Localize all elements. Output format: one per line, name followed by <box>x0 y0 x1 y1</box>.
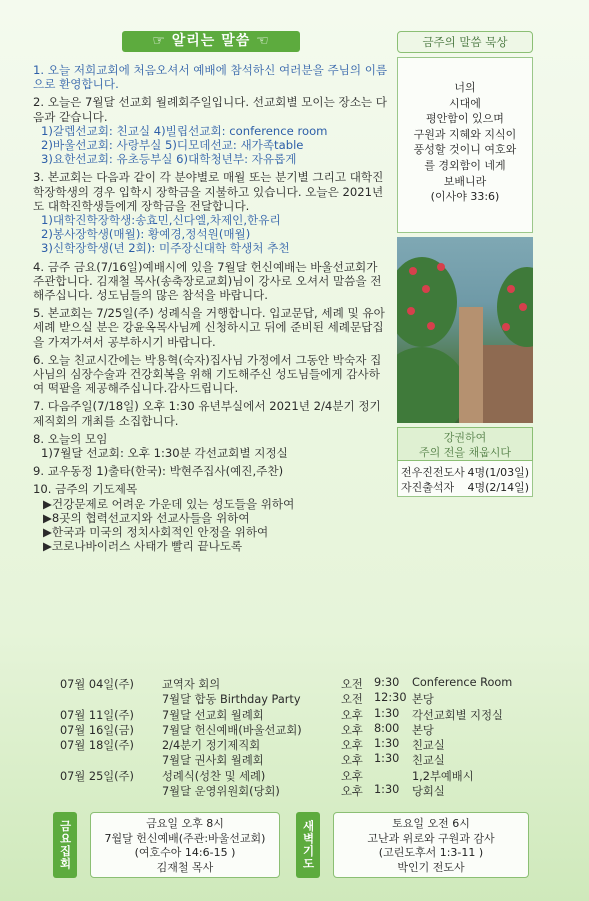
schedule-ampm: 오전 <box>341 678 363 691</box>
notice-item <box>33 170 391 255</box>
notice-text: 4. 금주 금요(7/16일)예배시에 있을 7월달 헌신예배는 바울선교회가 주관합니다. 김재철 목사(송축장로교회)님이 강사로 오셔서 말씀을 전해주십니다. 성도님들의 많은 참석을 바랍니다. <box>33 259 382 303</box>
schedule-ampm: 오후 <box>341 708 363 722</box>
verse-line: 평안함이 있으며 <box>426 112 504 126</box>
prayer-topic: ▶건강문제로 어려운 가운데 있는 성도들을 위하여 <box>43 496 295 511</box>
prayer-topic: ▶한국과 미국의 정치사회적인 안정을 위하여 <box>43 525 269 540</box>
prayer-request-list <box>397 461 533 497</box>
schedule-time: 8:00 <box>374 721 400 735</box>
notice-item <box>33 95 391 166</box>
friday-line: 김재철 목사 <box>156 860 214 874</box>
friday-label: 금요집회 <box>53 812 77 878</box>
schedule-place: 1,2부예배시 <box>412 769 474 783</box>
schedule-ampm: 오전 <box>341 693 363 707</box>
schedule-place: 본당 <box>412 723 434 737</box>
notice-item <box>33 63 391 91</box>
friday-box <box>90 812 280 878</box>
prayer-topic: ▶코로나바이러스 사태가 빨리 끝나도록 <box>43 539 243 554</box>
schedule-date: 07월 18일(주) <box>60 739 134 753</box>
schedule-row <box>40 676 530 691</box>
prayer-request-header <box>397 427 533 461</box>
notice-item <box>33 399 391 427</box>
prayer-request-header-line: 강권하여 <box>443 431 487 444</box>
schedule-event: 2/4분기 정기제직회 <box>162 739 261 753</box>
verse-line: (이사야 33:6) <box>430 190 500 204</box>
notice-text: 7. 다음주일(7/18일) 오후 1:30 유년부실에서 2021년 2/4분기 정기제직회의 개최를 소집합니다. <box>33 399 381 428</box>
prayer-request-count: 4명(1/03일) <box>467 466 529 479</box>
schedule-row <box>40 722 530 737</box>
meditation-verse <box>397 57 533 233</box>
dawn-line: (고린도후서 1:3-11 ) <box>378 846 484 859</box>
notice-text: 1. 오늘 저희교회에 처음오셔서 예배에 참석하신 여러분을 주님의 이름으로 환영합니다. <box>33 63 388 92</box>
schedule-place: 친교실 <box>412 739 445 753</box>
schedule-place: Conference Room <box>412 676 513 689</box>
prayer-request-count: 4명(2/14일) <box>467 481 529 494</box>
notice-text: 5. 본교회는 7/25일(주) 성례식을 거행합니다. 입교문답, 세례 및 유아세례 받으실 분은 강윤옥목사님께 신청하시고 뒤에 준비된 세례문답집을 가져가셔서 공부하시기 바랍니다. <box>33 306 385 349</box>
schedule-event: 7월달 헌신예배(바울선교회) <box>162 723 302 737</box>
schedule-event: 성례식(성찬 및 세례) <box>162 769 266 783</box>
notice-item <box>33 432 391 460</box>
schedule-ampm: 오후 <box>341 754 363 768</box>
dawn-section <box>296 812 541 878</box>
friday-section <box>53 812 293 878</box>
dawn-line: 고난과 위로와 구원과 감사 <box>367 831 495 845</box>
notice-text: 8. 오늘의 모임 <box>33 431 108 446</box>
schedule-time: 1:30 <box>374 752 400 766</box>
verse-line: 너의 <box>454 81 476 94</box>
friday-line: 7월달 헌신예배(주관:바울선교회) <box>104 831 266 845</box>
dawn-label: 새벽기도 <box>296 812 320 878</box>
schedule-date: 07월 16일(금) <box>60 723 134 737</box>
schedule-ampm: 오후 <box>341 723 363 737</box>
notice-item <box>33 464 391 478</box>
verse-line: 구원과 지혜와 지식이 <box>413 127 517 141</box>
notice-text: 10. 금주의 기도제목 <box>33 482 138 497</box>
meditation-header: 금주의 말씀 묵상 <box>397 31 533 53</box>
schedule-table <box>40 676 530 798</box>
schedule-date: 07월 25일(주) <box>60 769 134 783</box>
schedule-place: 본당 <box>412 693 434 707</box>
schedule-time: 1:30 <box>374 706 400 720</box>
friday-line: 금요일 오후 8시 <box>146 817 224 830</box>
church-photo <box>397 237 533 423</box>
notice-sub-item: 1)갈렙선교회: 친교실 4)빌립선교회: conference room <box>41 123 328 138</box>
schedule-row <box>40 768 530 783</box>
schedule-row <box>40 707 530 722</box>
schedule-row <box>40 783 530 798</box>
notice-sub-item: 3)신학장학생(년 2회): 미주장신대학 학생처 추천 <box>41 241 290 256</box>
prayer-topic: ▶8곳의 협력선교지와 선교사들을 위하여 <box>43 510 250 525</box>
schedule-ampm: 오후 <box>341 785 363 799</box>
prayer-request-name: 자진출석자 <box>401 481 455 494</box>
schedule-event: 7월달 선교회 월례회 <box>162 708 264 722</box>
verse-line: 풍성할 것이니 여호와 <box>413 143 517 157</box>
schedule-event: 7월달 권사회 월례회 <box>162 754 264 768</box>
verse-line: 보배니라 <box>443 174 487 188</box>
schedule-row <box>40 752 530 767</box>
notice-sub-item: 3)요한선교회: 유초등부실 6)대학청년부: 자유롭게 <box>41 152 297 167</box>
notice-sub-item: 1)7월달 선교회: 오후 1:30분 각선교회별 지정실 <box>41 446 288 461</box>
notice-item <box>33 306 391 349</box>
schedule-date: 07월 04일(주) <box>60 678 134 691</box>
prayer-request-row <box>401 480 529 495</box>
schedule-place: 각선교회별 지정실 <box>412 708 503 722</box>
schedule-time: 12:30 <box>374 691 407 705</box>
schedule-event: 교역자 회의 <box>162 678 221 691</box>
notice-sub-item: 2)바울선교회: 사랑부실 5)디모데선교: 새가족table <box>41 138 304 153</box>
schedule-event: 7월달 합동 Birthday Party <box>162 693 301 707</box>
notice-text: 2. 오늘은 7월달 선교회 월례회주일입니다. 선교회별 모이는 장소는 다음과 같습니다. <box>33 95 387 124</box>
notice-item <box>33 482 391 553</box>
notice-item <box>33 260 391 303</box>
notice-item <box>33 353 391 396</box>
right-column <box>397 31 533 497</box>
notice-sub-item: 1)대학진학장학생:송효민,신다엘,차제인,한유리 <box>41 213 281 228</box>
notice-text: 6. 오늘 친교시간에는 박용혁(숙자)집사님 가정에서 그동안 박숙자 집사님의 심장수술과 건강회복을 위해 기도해주신 성도님들에게 감사하여 떡팥을 제공해주십니다.감사드립니다. <box>33 352 382 396</box>
schedule-row <box>40 737 530 752</box>
prayer-request-name: 전우진전도사 <box>401 466 465 479</box>
notices-title: ☞ 알리는 말씀 ☜ <box>122 31 300 52</box>
dawn-line: 토요일 오전 6시 <box>392 817 470 830</box>
dawn-box <box>333 812 529 878</box>
schedule-ampm: 오후 <box>341 769 363 783</box>
schedule-time: 1:30 <box>374 737 400 751</box>
verse-line: 를 경외함이 네게 <box>424 158 506 172</box>
friday-line: (여호수아 14:6-15 ) <box>134 846 236 859</box>
verse-line: 시대에 <box>449 96 481 110</box>
schedule-place: 당회실 <box>412 785 445 799</box>
notice-text: 3. 본교회는 다음과 같이 각 분야별로 매월 또는 분기별 그리고 대학진학장학생의 경우 입학시 장학금을 지불하고 있습니다. 오늘은 2021년도 대학진학생들에게 장학금을 전달합니다. <box>33 170 384 213</box>
schedule-date: 07월 11일(주) <box>60 708 134 722</box>
notice-sub-item: 2)봉사장학생(매월): 황예경,정석원(매월) <box>41 227 251 242</box>
schedule-row <box>40 691 530 706</box>
dawn-line: 박인기 전도사 <box>397 860 465 874</box>
schedule-time: 9:30 <box>374 676 400 689</box>
prayer-request-row <box>401 465 529 480</box>
schedule-time: 1:30 <box>374 783 400 797</box>
notice-text: 9. 교우동정 1)출타(한국): 박현주집사(예진,주찬) <box>33 464 284 479</box>
notices-list <box>33 63 391 558</box>
prayer-request-header-line: 주의 전을 채웁시다 <box>418 446 511 459</box>
schedule-place: 친교실 <box>412 754 445 768</box>
schedule-event: 7월달 운영위원회(당회) <box>162 785 280 799</box>
schedule-ampm: 오후 <box>341 739 363 753</box>
